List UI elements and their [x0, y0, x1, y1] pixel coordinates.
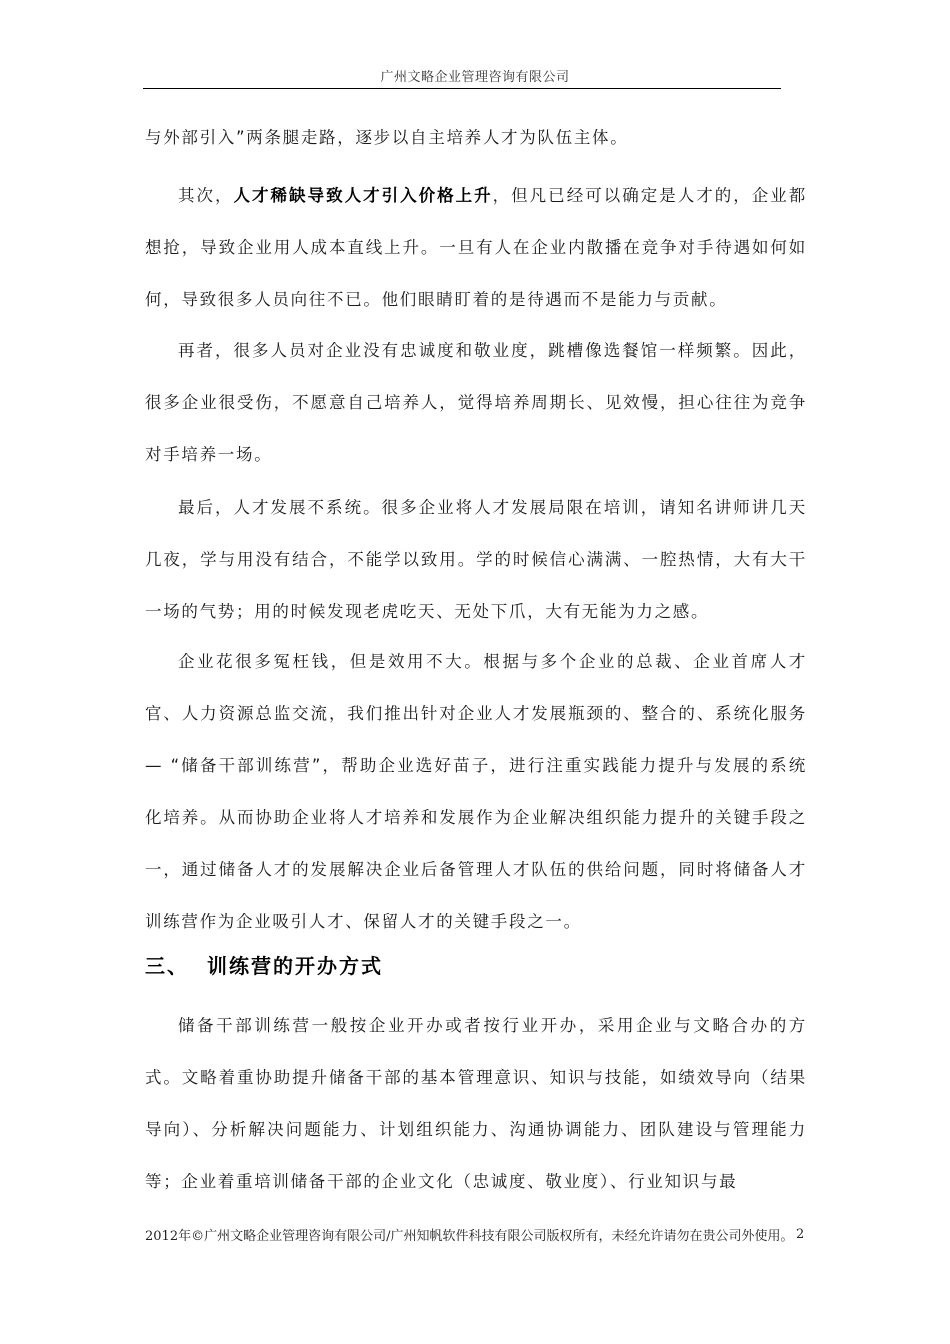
- section-heading: [145, 950, 383, 979]
- header-divider: [143, 88, 781, 89]
- paragraph-finally: 最后，人才发展不系统。很多企业将人才发展局限在培训，请知名讲师讲几天几夜，学与用没有结合，不能学以致用。学的时候信心满满、一腔热情，大有大干一场的气势；用的时候发现老虎吃天、无处下爪，大有无能为力之感。: [145, 498, 807, 621]
- paragraph-service-intro: 企业花很多冤枉钱，但是效用不大。根据与多个企业的总裁、企业首席人才官、人力资源总监交流，我们推出针对企业人才发展瓶颈的、整合的、系统化服务 — “储备干部训练营”，帮助企业选好苗子，进行注重实践能力提升与发展的系统化培养。从而协助企业将人才培养和发展作为企业解决组织能力提升的关键手段之一，通过储备人才的发展解决企业后备管理人才队伍的供给问题，同时将储备人才训练营作为企业吸引人才、保留人才的关键手段之一。: [145, 652, 807, 931]
- paragraph-camp-format: 储备干部训练营一般按企业开办或者按行业开办，采用企业与文略合办的方式。文略着重协助提升储备干部的基本管理意识、知识与技能，如绩效导向（结果导向）、分析解决问题能力、计划组织能力、沟通协调能力、团队建设与管理能力等；企业着重培训储备干部的企业文化（忠诚度、敬业度）、行业知识与最: [145, 1016, 807, 1191]
- paragraph-secondly-lead: 其次，: [178, 186, 234, 205]
- header-company-name: 广州文略企业管理咨询有限公司: [380, 70, 570, 85]
- footer-copyright: 2012年©广州文略企业管理咨询有限公司/广州知帆软件科技有限公司版权所有，未经允许请勿在贵公司外使用。: [145, 1229, 794, 1244]
- section-title-text: 训练营的开办方式: [207, 954, 383, 978]
- paragraph-furthermore: 再者，很多人员对企业没有忠诚度和敬业度，跳槽像选餐馆一样频繁。因此，很多企业很受伤，不愿意自己培养人，觉得培养周期长、见效慢，担心往往为竞争对手培养一场。: [145, 341, 807, 464]
- section-number: 三、: [145, 954, 189, 978]
- paragraph-secondly: [145, 170, 807, 326]
- paragraph-secondly-emphasis: 人才稀缺导致人才引入价格上升: [233, 186, 493, 205]
- page-number: 2: [796, 1227, 805, 1242]
- paragraph-continuation: 与外部引入”两条腿走路，逐步以自主培养人才为队伍主体。: [145, 128, 629, 147]
- paragraph-secondly-rest: ，但凡已经可以确定是人才的，企业都想抢，导致企业用人成本直线上升。一旦有人在企业内散播在竞争对手待遇如何如何，导致很多人员向往不已。他们眼睛盯着的是待遇而不是能力与贡献。: [145, 186, 807, 309]
